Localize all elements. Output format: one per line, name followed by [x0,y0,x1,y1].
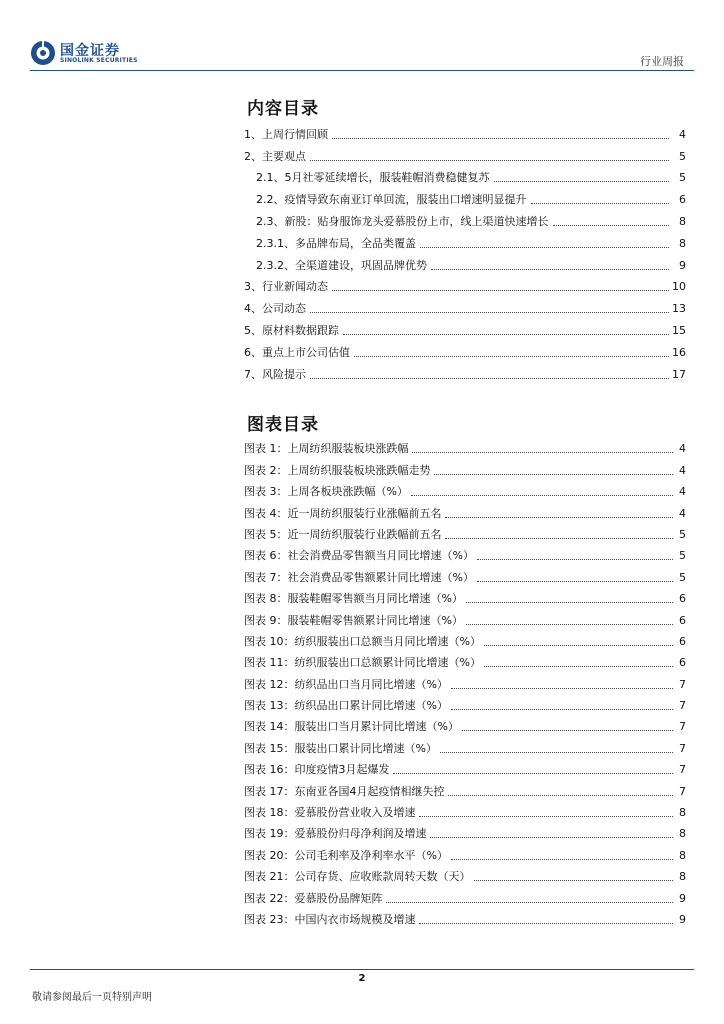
figure-entry-label: 图表 10：纺织服装出口总额当月同比增速（%） [244,634,481,648]
logo-english-name: SINOLINK SECURITIES [60,57,138,64]
figure-entry[interactable] [244,734,686,755]
figure-entry-label: 图表 16：印度疫情3月起爆发 [244,763,390,777]
figures-title: 图表目录 [247,415,319,435]
figure-entry-label: 图表 20：公司毛利率及净利率水平（%） [244,848,448,862]
toc-entry[interactable] [244,294,686,316]
figure-entry-label: 图表 19：爱慕股份归母净利润及增速 [244,827,427,841]
figure-entry-label: 图表 12：纺织品出口当月同比增速（%） [244,677,448,691]
dot-leader [310,312,669,313]
figure-entry[interactable] [244,456,686,477]
dot-leader [553,225,670,226]
dot-leader [451,859,673,860]
figure-entry-label: 图表 23：中国内衣市场规模及增速 [244,912,416,926]
dot-leader [440,752,673,753]
toc-entry[interactable] [244,360,686,382]
figure-entry[interactable] [244,863,686,884]
figure-entry-page: 4 [679,442,686,456]
figure-entry[interactable] [244,585,686,606]
dot-leader [343,334,669,335]
toc-entry[interactable] [244,273,686,295]
toc-title: 内容目录 [247,99,319,119]
dot-leader [310,160,669,161]
dot-leader [477,559,673,560]
figure-entry-page: 4 [679,463,686,477]
figure-entry-page: 6 [679,634,686,648]
figure-entry-page: 5 [679,527,686,541]
figure-entry-page: 7 [679,784,686,798]
toc-entry-label: 2、主要观点 [244,149,306,163]
toc-entry-page: 5 [679,171,686,185]
figure-entry-page: 4 [679,506,686,520]
figure-entry[interactable] [244,756,686,777]
toc-entry[interactable] [244,251,686,273]
toc-entry[interactable] [244,229,686,251]
figure-entry-label: 图表 3：上周各板块涨跌幅（%） [244,485,408,499]
figure-entry-page: 5 [679,570,686,584]
toc-entry[interactable] [244,207,686,229]
figure-entry-page: 7 [679,677,686,691]
toc-entry-page: 8 [679,214,686,228]
figure-entry-label: 图表 8：服装鞋帽零售额当月同比增速（%） [244,592,463,606]
figure-entry[interactable] [244,435,686,456]
toc-entry-page: 13 [672,302,686,316]
toc-entry-label: 4、公司动态 [244,302,306,316]
dot-leader [484,666,673,667]
figure-entry-page: 6 [679,592,686,606]
figure-entry-page: 7 [679,763,686,777]
dot-leader [332,290,669,291]
figure-entry[interactable] [244,478,686,499]
figure-entry-label: 图表 14：服装出口当月累计同比增速（%） [244,720,459,734]
toc-entry-label: 7、风险提示 [244,367,306,381]
figure-entry[interactable] [244,820,686,841]
figure-entry-page: 9 [679,912,686,926]
toc-entry[interactable] [244,316,686,338]
dot-leader [430,837,674,838]
figure-entry[interactable] [244,670,686,691]
toc-entry-page: 8 [679,236,686,250]
dot-leader [419,816,674,817]
header-divider [30,70,694,71]
figure-entry[interactable] [244,777,686,798]
figure-entry-page: 7 [679,699,686,713]
figure-entry-page: 6 [679,613,686,627]
toc-entry-page: 4 [679,127,686,141]
figure-entry-page: 8 [679,870,686,884]
toc-entry-page: 9 [679,258,686,272]
dot-leader [531,203,670,204]
toc-entry-page: 5 [679,149,686,163]
figure-entry[interactable] [244,628,686,649]
figure-entry[interactable] [244,713,686,734]
document-type-label: 行业周报 [640,55,684,68]
figure-entry[interactable] [244,692,686,713]
dot-leader [448,795,674,796]
dot-leader [466,602,673,603]
figure-entry-label: 图表 13：纺织品出口累计同比增速（%） [244,699,448,713]
figure-entry-page: 7 [679,720,686,734]
figure-entry-label: 图表 11：纺织服装出口总额累计同比增速（%） [244,656,481,670]
figure-entry-label: 图表 21：公司存货、应收账款周转天数（天） [244,870,471,884]
dot-leader [434,474,674,475]
figure-entry-label: 图表 6：社会消费品零售额当月同比增速（%） [244,549,474,563]
figure-entry-label: 图表 7：社会消费品零售额累计同比增速（%） [244,570,474,584]
figure-entry-label: 图表 22：爱慕股份品牌矩阵 [244,891,383,905]
dot-leader [451,688,673,689]
dot-leader [466,624,673,625]
figure-entry[interactable] [244,884,686,905]
figure-entry[interactable] [244,499,686,520]
figure-entry-label: 图表 2：上周纺织服装板块涨跌幅走势 [244,463,431,477]
dot-leader [393,773,674,774]
figure-entry-label: 图表 17：东南亚各国4月起疫情相继失控 [244,784,445,798]
toc-entry-label: 5、原材料数据跟踪 [244,323,339,337]
figure-entry[interactable] [244,841,686,862]
figure-entry-page: 4 [679,485,686,499]
figure-entry-page: 9 [679,891,686,905]
figure-entry[interactable] [244,906,686,927]
toc-entry-page: 6 [679,193,686,207]
figure-entry[interactable] [244,606,686,627]
disclaimer-text: 敬请参阅最后一页特别声明 [32,992,152,1003]
figure-entry-label: 图表 4：近一周纺织服装行业涨幅前五名 [244,506,442,520]
toc-entry-label: 2.1、5月社零延续增长，服装鞋帽消费稳健复苏 [256,171,490,185]
dot-leader [419,923,674,924]
footer-divider [30,969,694,970]
dot-leader [474,880,674,881]
figure-entry-label: 图表 15：服装出口累计同比增速（%） [244,741,437,755]
toc-entry[interactable] [244,164,686,186]
figure-entry[interactable] [244,563,686,584]
dot-leader [386,902,674,903]
dot-leader [420,247,669,248]
dot-leader [445,517,674,518]
dot-leader [451,709,673,710]
toc-entry-label: 6、重点上市公司估值 [244,345,350,359]
figure-entry-label: 图表 18：爱慕股份营业收入及增速 [244,806,416,820]
toc-entry[interactable] [244,142,686,164]
figure-entry-page: 8 [679,806,686,820]
logo-chinese-name: 国金证券 [60,43,120,59]
toc-entry-label: 3、行业新闻动态 [244,280,328,294]
toc-entry-page: 15 [672,323,686,337]
toc-entry-page: 17 [672,367,686,381]
dot-leader [462,730,673,731]
dot-leader [412,452,674,453]
figure-entry-label: 图表 1：上周纺织服装板块涨跌幅 [244,442,409,456]
toc-entry-label: 2.2、疫情导致东南亚订单回流，服装出口增速明显提升 [256,193,527,207]
page-header [0,0,724,80]
figure-entry-page: 5 [679,549,686,563]
figure-entry-page: 8 [679,827,686,841]
toc-entry[interactable] [244,120,686,142]
dot-leader [445,538,674,539]
figure-entry-page: 6 [679,656,686,670]
company-logo [30,40,150,66]
dot-leader [484,645,673,646]
toc-entry-label: 1、上周行情回顾 [244,127,328,141]
page-number: 2 [358,973,366,984]
list-of-figures [244,435,686,927]
toc-entry[interactable] [244,338,686,360]
toc-entry-page: 16 [672,345,686,359]
toc-entry-page: 10 [672,280,686,294]
table-of-contents [244,120,686,382]
dot-leader [431,269,669,270]
toc-entry[interactable] [244,185,686,207]
dot-leader [310,378,669,379]
toc-entry-label: 2.3、新股：贴身服饰龙头爱慕股份上市，线上渠道快速增长 [256,214,549,228]
toc-entry-label: 2.3.1、多品牌布局，全品类覆盖 [256,236,416,250]
figure-entry-label: 图表 9：服装鞋帽零售额累计同比增速（%） [244,613,463,627]
figure-entry[interactable] [244,521,686,542]
figure-entry[interactable] [244,542,686,563]
figure-entry[interactable] [244,799,686,820]
figure-entry-label: 图表 5：近一周纺织服装行业跌幅前五名 [244,527,442,541]
dot-leader [411,495,673,496]
figure-entry-page: 7 [679,741,686,755]
dot-leader [494,181,670,182]
sinolink-logo-icon [30,40,56,66]
dot-leader [332,138,669,139]
dot-leader [354,356,669,357]
figure-entry[interactable] [244,649,686,670]
dot-leader [477,581,673,582]
toc-entry-label: 2.3.2、全渠道建设，巩固品牌优势 [256,258,427,272]
figure-entry-page: 8 [679,848,686,862]
